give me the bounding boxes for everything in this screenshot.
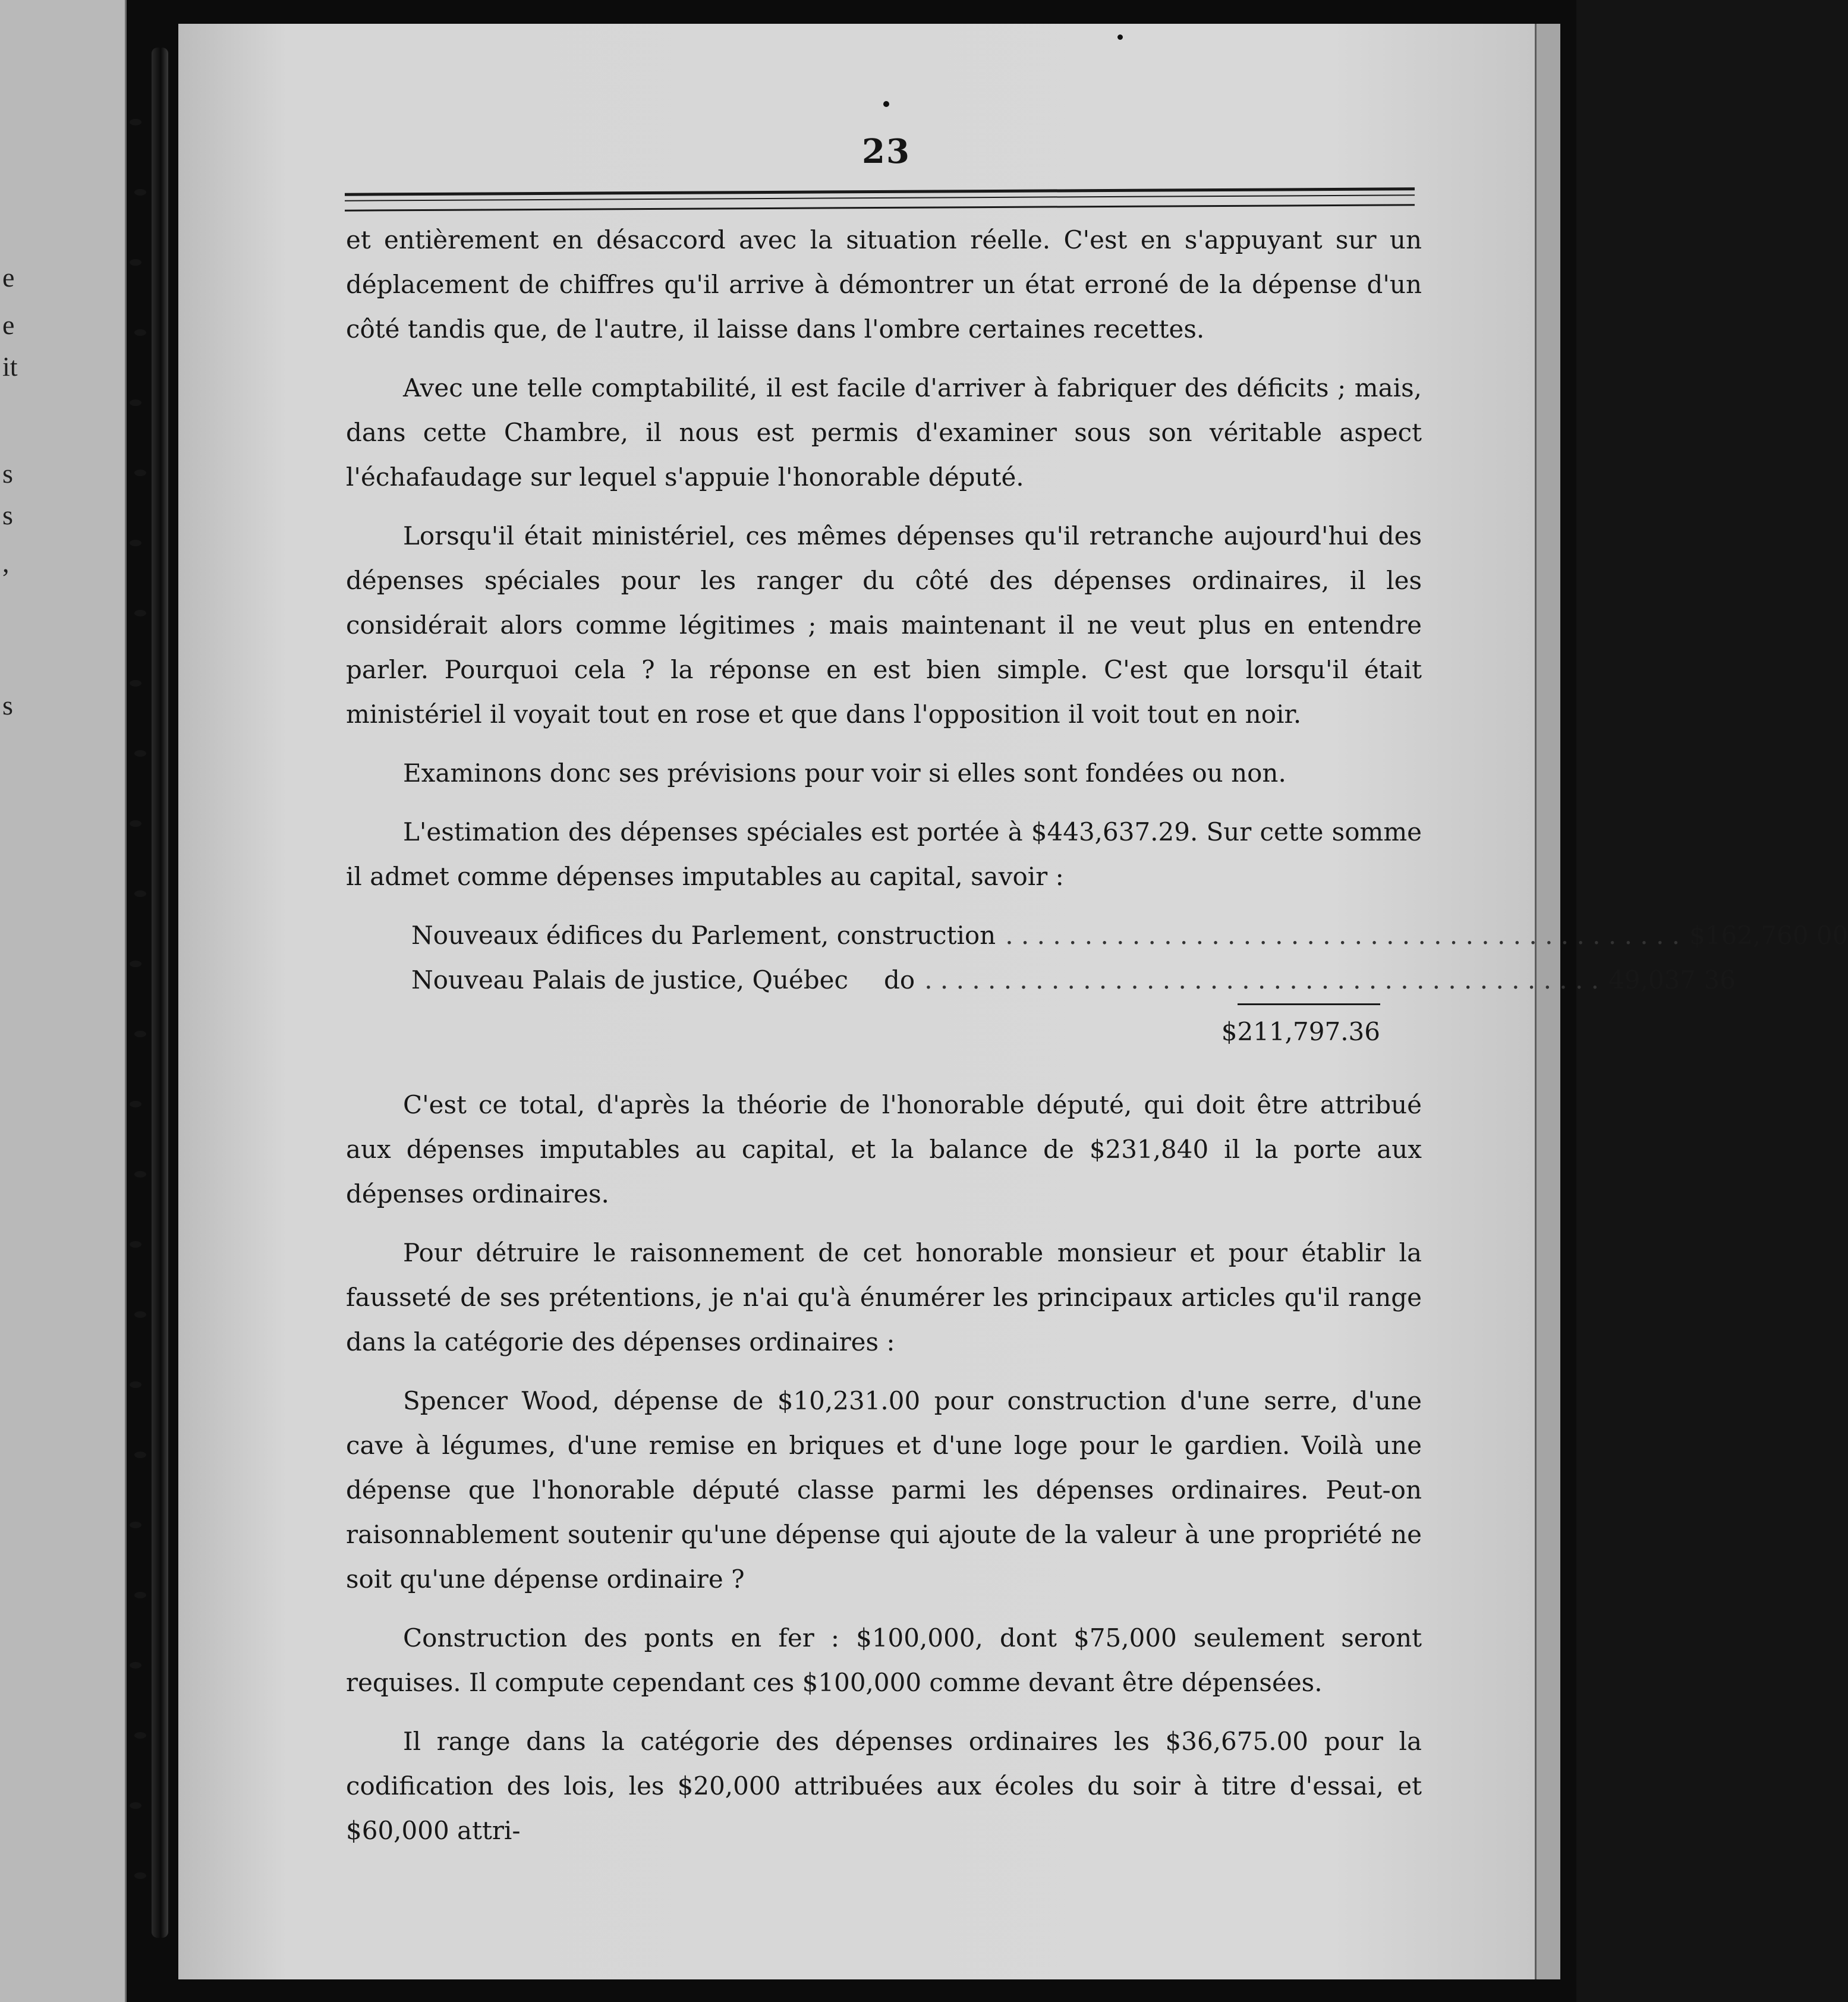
binding-stitch	[134, 890, 146, 897]
binding-stitch	[134, 1311, 146, 1318]
previous-page-fragment: s	[2, 500, 13, 530]
binding-stitch	[134, 1171, 146, 1178]
binding-stitch	[134, 470, 146, 476]
previous-page-fragment: e	[2, 310, 15, 340]
paragraph: C'est ce total, d'après la théorie de l'honorable député, qui doit être attribué aux dépenses imputables au capital, et la balance de $231,840 il la porte aux dépenses ordinaires.	[346, 1090, 1422, 1208]
ledger-amount: $162,760 00	[1689, 921, 1848, 950]
binding-stitch	[130, 1802, 141, 1809]
binding-stitch	[134, 1872, 146, 1879]
ledger-total: $211,797.36	[1221, 1017, 1380, 1046]
paragraph: Avec une telle comptabilité, il est facile d'arriver à fabriquer des déficits ; mais, dans cette Chambre, il nous est permis d'examiner sous son véritable aspect l'échafaudage sur lequel s'appuie l'honorable député.	[346, 373, 1422, 492]
ledger-row	[411, 958, 1736, 1002]
previous-page-fragment: e	[2, 262, 15, 292]
binding-stitch	[130, 399, 141, 406]
ledger-ditto: do	[884, 965, 915, 994]
binding-stitch	[134, 329, 146, 336]
binding-stitch	[130, 1101, 141, 1107]
previous-page-fragment: s	[2, 458, 13, 489]
binding-stitch	[130, 119, 141, 125]
binding-stitch	[130, 680, 141, 687]
ledger-row	[411, 913, 1848, 958]
ledger-label: Nouveaux édifices du Parlement, construction	[411, 921, 996, 950]
binding-stitch	[130, 1241, 141, 1248]
binding-stitch	[134, 1031, 146, 1037]
paragraph: L'estimation des dépenses spéciales est portée à $443,637.29. Sur cette somme il admet comme dépenses imputables au capital, savoir :	[346, 817, 1422, 891]
ledger-amount: 49,037 36	[1608, 965, 1736, 994]
binding-stitch	[130, 820, 141, 827]
binding-stitch	[134, 189, 146, 196]
body-text	[346, 218, 1848, 1867]
binding-stitch	[134, 1732, 146, 1739]
binding-stitch	[130, 961, 141, 967]
binding-stitch	[134, 1592, 146, 1598]
previous-page-fragment: ,	[2, 547, 10, 578]
scan-speck	[883, 101, 889, 107]
binding-stitch	[130, 1662, 141, 1669]
leader-dots: . . . . . . . . . . . . . . . . . . . . . . . . . . . . . . . . . . . . . . . . . . .	[1005, 921, 1680, 950]
binding-stitch	[134, 750, 146, 757]
expense-ledger	[411, 913, 1848, 1059]
previous-page-fragment: s	[2, 690, 13, 720]
paragraph: Pour détruire le raisonnement de cet honorable monsieur et pour établir la fausseté de ses prétentions, je n'ai qu'à énumérer les principaux articles qu'il range dans la catégorie des dépenses ordinaires :	[346, 1238, 1422, 1356]
scan-speck	[1117, 34, 1123, 40]
binding-stitch	[130, 540, 141, 546]
paragraph: Spencer Wood, dépense de $10,231.00 pour construction d'une serre, d'une cave à légumes, d'une remise en briques et d'une loge pour le gardien. Voilà une dépense que l'honorable député classe parmi les dépenses ordinaires. Peut-on raisonnablement soutenir qu'une dépense qui ajoute de la valeur à une propriété ne soit qu'une dépense ordinaire ?	[346, 1386, 1422, 1594]
previous-page-edge	[0, 0, 127, 2002]
paragraph: Il range dans la catégorie des dépenses ordinaires les $36,675.00 pour la codification des lois, les $20,000 attribuées aux écoles du soir à titre d'essai, et $60,000 attri-	[346, 1727, 1422, 1845]
paragraph: et entièrement en désaccord avec la situation réelle. C'est en s'appuyant sur un déplacement de chiffres qu'il arrive à démontrer un état erroné de la dépense d'un côté tandis que, de l'autre, il laisse dans l'ombre certaines recettes.	[346, 225, 1422, 344]
binding-stitch	[130, 1522, 141, 1528]
paragraph: Construction des ponts en fer : $100,000, dont $75,000 seulement seront requises. Il compute cependant ces $100,000 comme devant être dépensées.	[346, 1623, 1422, 1697]
book-binding	[152, 48, 168, 1938]
page-number: 23	[862, 132, 911, 171]
binding-stitch	[134, 1452, 146, 1458]
ledger-label: Nouveau Palais de justice, Québec	[411, 965, 849, 994]
binding-stitch	[130, 1381, 141, 1388]
binding-stitch	[134, 610, 146, 616]
leader-dots: . . . . . . . . . . . . . . . . . . . . . . . . . . . . . . . . . . . . . . . . . . .	[924, 965, 1600, 994]
binding-stitch	[130, 259, 141, 266]
paragraph: Examinons donc ses prévisions pour voir si elles sont fondées ou non.	[403, 758, 1286, 788]
previous-page-fragment: it	[2, 351, 18, 382]
paragraph: Lorsqu'il était ministériel, ces mêmes dépenses qu'il retranche aujourd'hui des dépenses spéciales pour les ranger du côté des dépenses ordinaires, il les considérait alors comme légitimes ; mais maintenant il ne veut plus en entendre parler. Pourquoi cela ? la réponse en est bien simple. C'est que lorsqu'il était ministériel il voyait tout en rose et que dans l'opposition il voit tout en noir.	[346, 521, 1422, 729]
